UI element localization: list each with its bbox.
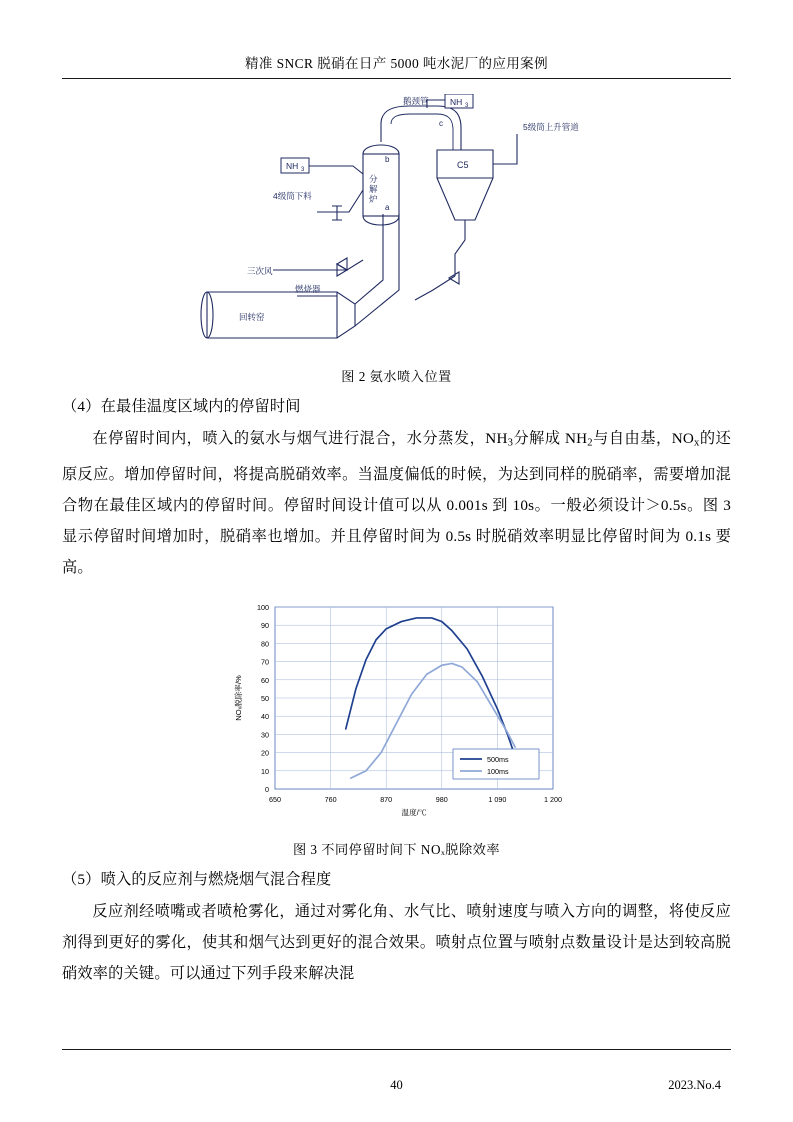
svg-text:NOₓ脱除率/%: NOₓ脱除率/% — [233, 674, 243, 721]
svg-text:鹅颈管: 鹅颈管 — [402, 96, 429, 106]
sub-x: x — [694, 437, 700, 449]
svg-text:4级筒下料: 4级筒下料 — [272, 191, 312, 201]
svg-text:分: 分 — [368, 174, 378, 184]
svg-text:1 090: 1 090 — [487, 794, 506, 804]
figure-2-drawing — [187, 94, 607, 362]
svg-text:70: 70 — [260, 657, 269, 667]
svg-text:NH: NH — [449, 97, 462, 107]
svg-text:40: 40 — [260, 711, 269, 721]
figure-3-caption — [62, 839, 731, 858]
svg-text:870: 870 — [379, 794, 392, 804]
page-content — [62, 92, 731, 990]
svg-text:b: b — [384, 155, 389, 164]
svg-text:90: 90 — [260, 620, 269, 630]
issue-label: 2023.No.4 — [668, 1078, 721, 1092]
nox-removal-chart — [227, 591, 567, 835]
svg-text:3: 3 — [300, 167, 304, 173]
sub-2: 2 — [587, 437, 593, 449]
paragraph-5-heading: （5）喷入的反应剂与燃烧烟气混合程度 — [62, 870, 332, 888]
text-run-4: 的还原反应。增加停留时间，将提高脱硝效率。当温度偏低的时候，为达到同样的脱硝率，需要增加混合物在最佳区域内的停留时间。停留时间设计值可以从 0.001s 到 10s。一般必须设计＞0.5s。图 3 显示停留时间增加时，脱硝率也增加。并且停留时间为 0.5s 时脱硝效率明显比停留时间为 0.1s 要高。 — [62, 430, 731, 576]
svg-text:100ms: 100ms — [486, 766, 509, 776]
svg-text:三次风: 三次风 — [246, 266, 273, 276]
svg-text:NH: NH — [285, 161, 298, 171]
svg-text:80: 80 — [260, 639, 269, 649]
svg-text:30: 30 — [260, 730, 269, 740]
svg-text:500ms: 500ms — [486, 754, 509, 764]
svg-text:60: 60 — [260, 675, 269, 685]
paragraph-residence-time — [62, 423, 731, 583]
svg-text:C5: C5 — [456, 160, 469, 170]
figure-3-caption-text: 图 3 不同停留时间下 NOₓ脱除效率 — [292, 841, 501, 857]
chart-container — [227, 591, 567, 835]
svg-text:980: 980 — [435, 794, 448, 804]
svg-text:650: 650 — [268, 794, 281, 804]
svg-text:温度/℃: 温度/℃ — [401, 807, 426, 817]
page-number: 40 — [390, 1078, 403, 1092]
running-header: 精准 SNCR 脱硝在日产 5000 吨水泥厂的应用案例 — [245, 56, 548, 71]
figure-2 — [62, 94, 731, 362]
paragraph-mixing: 反应剂经喷嘴或者喷枪雾化，通过对雾化角、水气比、喷射速度与喷入方向的调整，将使反应剂得到更好的雾化，使其和烟气达到更好的混合效果。喷射点位置与喷射点数量设计是达到较高脱硝效率的关键。可以通过下列手段来解决混 — [62, 902, 731, 982]
svg-text:100: 100 — [256, 602, 269, 612]
svg-text:0: 0 — [264, 784, 269, 794]
svg-text:1 200: 1 200 — [543, 794, 562, 804]
svg-text:炉: 炉 — [368, 194, 378, 204]
svg-text:c: c — [438, 119, 443, 128]
svg-text:燃烧器: 燃烧器 — [294, 284, 321, 294]
svg-text:10: 10 — [260, 766, 269, 776]
svg-text:3: 3 — [464, 103, 468, 109]
text-run-3: 与自由基，NO — [592, 430, 695, 447]
header-divider — [62, 78, 731, 79]
paragraph-4-heading: （4）在最佳温度区域内的停留时间 — [62, 398, 301, 415]
svg-text:5级筒上升管道: 5级筒上升管道 — [522, 122, 579, 132]
text-run-1: 在停留时间内，喷入的氨水与烟气进行混合，水分蒸发，NH — [92, 430, 508, 447]
footer-divider — [62, 1049, 731, 1050]
svg-text:a: a — [384, 203, 389, 212]
svg-text:回转窑: 回转窑 — [238, 312, 265, 322]
text-run-2: 分解成 NH — [513, 430, 588, 447]
svg-text:760: 760 — [324, 794, 337, 804]
svg-text:50: 50 — [260, 693, 269, 703]
figure-3 — [62, 591, 731, 835]
svg-text:20: 20 — [260, 748, 269, 758]
figure-2-caption: 图 2 氨水喷入位置 — [341, 369, 452, 384]
svg-text:解: 解 — [368, 184, 378, 194]
sub-3: 3 — [507, 437, 514, 449]
